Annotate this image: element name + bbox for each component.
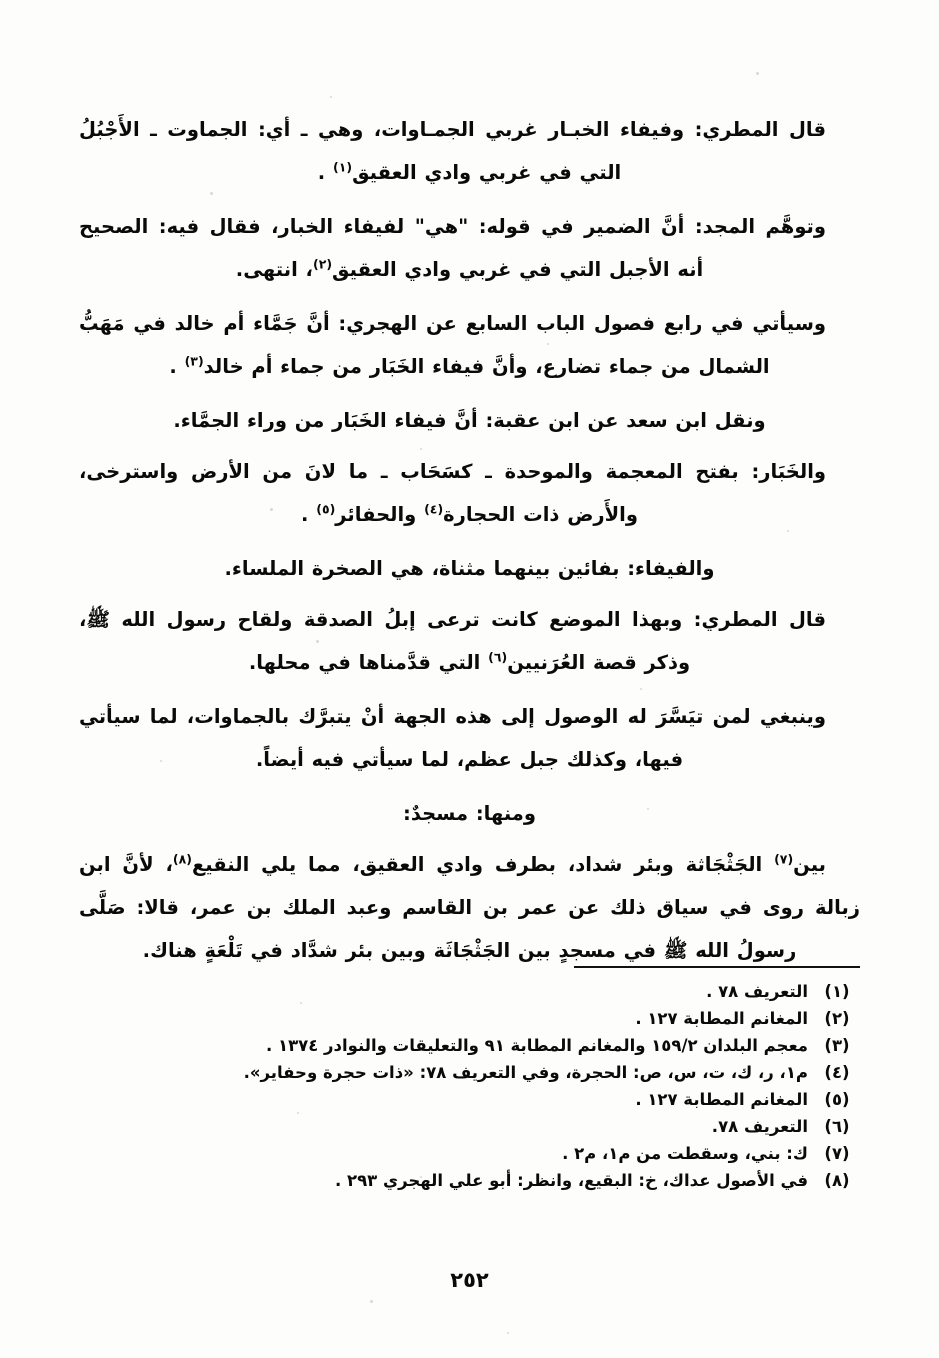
paragraph-7-text: قال المطري: وبهذا الموضع كانت ترعى إبلُ الصدقة ولقاح رسول الله ﷺ، وذكر قصة العُرَنيين xyxy=(79,608,826,674)
paragraph-4 xyxy=(79,399,860,442)
footnote-separator-rule xyxy=(574,966,860,968)
footnote-ref-6[interactable]: (٦) xyxy=(488,649,508,665)
footnote-text: التعريف ٧٨. xyxy=(711,1117,808,1136)
paragraph-2 xyxy=(79,205,860,291)
paragraph-5 xyxy=(79,450,860,536)
scan-speck xyxy=(756,72,759,75)
footnote-item xyxy=(79,1140,860,1167)
scan-speck xyxy=(507,1332,509,1334)
footnote-item xyxy=(79,978,860,1005)
footnote-number: (٤) xyxy=(824,1063,850,1082)
paragraph-3-tail: . xyxy=(169,355,185,378)
footnote-item xyxy=(79,1167,860,1194)
paragraph-10 xyxy=(79,843,860,972)
footnote-ref-1[interactable]: (١) xyxy=(333,159,353,175)
section-heading-text: ومنها: مسجدٌ: xyxy=(403,802,536,825)
footnote-text: ك: بني، وسقطت من م١، م٢ . xyxy=(562,1144,808,1163)
paragraph-7 xyxy=(79,598,860,684)
footnote-ref-4[interactable]: (٤) xyxy=(424,501,444,517)
paragraph-5-mid: والحفائر xyxy=(335,503,425,526)
paragraph-5-text: والخَبَار: بفتح المعجمة والموحدة ـ كسَحَاب ـ ما لانَ من الأرض واسترخى، والأَرض ذات الحجارة xyxy=(79,460,826,526)
paragraph-1-text: قال المطري: وفيفاء الخبـار غربي الجمـاوات، وهي ـ أي: الجماوت ـ الأَجْبُلُ التي في غربي وادي العقيق xyxy=(79,118,826,184)
scan-speck xyxy=(330,96,332,98)
paragraph-10-tail: ، لأنَّ ابن زبالة روى في سياق ذلك عن عمر بن القاسم وعبد الملك بن عمر، قالا: صَلَّى رسولُ الله ﷺ في مسجدٍ بين الجَثْجَاثَة وبين بئر شدَّاد في تَلْعَةٍ هناك. xyxy=(79,853,860,962)
footnote-item xyxy=(79,1059,860,1086)
paragraph-3 xyxy=(79,302,860,388)
footnote-number: (٧) xyxy=(824,1144,850,1163)
paragraph-2-tail: ، انتهى. xyxy=(235,258,313,281)
footnote-number: (٣) xyxy=(824,1036,850,1055)
footnote-number: (١) xyxy=(824,982,850,1001)
footnote-number: (٦) xyxy=(824,1117,850,1136)
paragraph-4-text: ونقل ابن سعد عن ابن عقبة: أنَّ فيفاء الخَبَار من وراء الجمَّاء. xyxy=(173,409,766,432)
page-number: ٢٥٢ xyxy=(450,1268,489,1292)
paragraph-3-text: وسيأتي في رابع فصول الباب السابع عن الهجري: أنَّ جَمَّاء أم خالد في مَهَبُّ الشمال من جماء تضارع، وأنَّ فيفاء الخَبَار من جماء أم خالد xyxy=(79,312,826,378)
footnote-item xyxy=(79,1005,860,1032)
section-heading-masjid xyxy=(79,792,860,835)
footnote-item xyxy=(79,1113,860,1140)
footnote-number: (٨) xyxy=(824,1171,850,1190)
footnote-ref-5[interactable]: (٥) xyxy=(316,501,336,517)
paragraph-8 xyxy=(79,695,860,781)
paragraph-6-text: والفيفاء: بفائين بينهما مثناة، هي الصخرة الملساء. xyxy=(224,557,715,580)
paragraph-7-tail: التي قدَّمناها في محلها. xyxy=(248,651,489,674)
footnote-text: التعريف ٧٨ . xyxy=(706,982,808,1001)
footnote-ref-7[interactable]: (٧) xyxy=(774,851,794,867)
paragraph-6 xyxy=(79,547,860,590)
footnote-text: في الأصول عداك، خ: البقيع، وانظر: أبو علي الهجري ٢٩٣ . xyxy=(334,1171,808,1190)
paragraph-1-tail: . xyxy=(317,161,333,184)
footnote-ref-8[interactable]: (٨) xyxy=(172,851,192,867)
paragraph-1 xyxy=(79,108,860,194)
footnote-number: (٢) xyxy=(824,1009,850,1028)
paragraph-10-mid: الجَثْجَاثة وبئر شداد، بطرف وادي العقيق، مما يلي النقيع xyxy=(191,853,775,876)
paragraph-2-text: وتوهَّم المجد: أنَّ الضمير في قوله: "هي" لفيفاء الخبار، فقال فيه: الصحيح أنه الأجبل التي في غربي وادي العقيق xyxy=(79,215,826,281)
footnote-text: المغانم المطابة ١٢٧ . xyxy=(635,1009,808,1028)
footnote-item xyxy=(79,1086,860,1113)
paragraph-8-text: وينبغي لمن تيَسَّرَ له الوصول إلى هذه الجهة أنْ يتبرَّك بالجماوات، لما سيأتي فيها، وكذلك جبل عظم، لما سيأتي فيه أيضاً. xyxy=(79,705,826,771)
footnote-item xyxy=(79,1032,860,1059)
body-text xyxy=(79,108,860,983)
footnote-text: المغانم المطابة ١٢٧ . xyxy=(635,1090,808,1109)
footnote-text: معجم البلدان ١٥٩/٢ والمغانم المطابة ٩١ والتعليقات والنوادر ١٣٧٤ . xyxy=(266,1036,808,1055)
footnote-ref-3[interactable]: (٣) xyxy=(184,353,204,369)
footnotes-section xyxy=(79,978,860,1194)
footnote-ref-2[interactable]: (٢) xyxy=(312,256,333,272)
paragraph-10-text: بين xyxy=(793,853,826,876)
footnote-number: (٥) xyxy=(824,1090,850,1109)
footnote-text: م١، ر، ك، ت، س، ص: الحجرة، وفي التعريف ٧٨: «ذات حجرة وحفاير». xyxy=(243,1063,808,1082)
paragraph-5-tail: . xyxy=(301,503,317,526)
scan-speck xyxy=(370,1300,373,1303)
